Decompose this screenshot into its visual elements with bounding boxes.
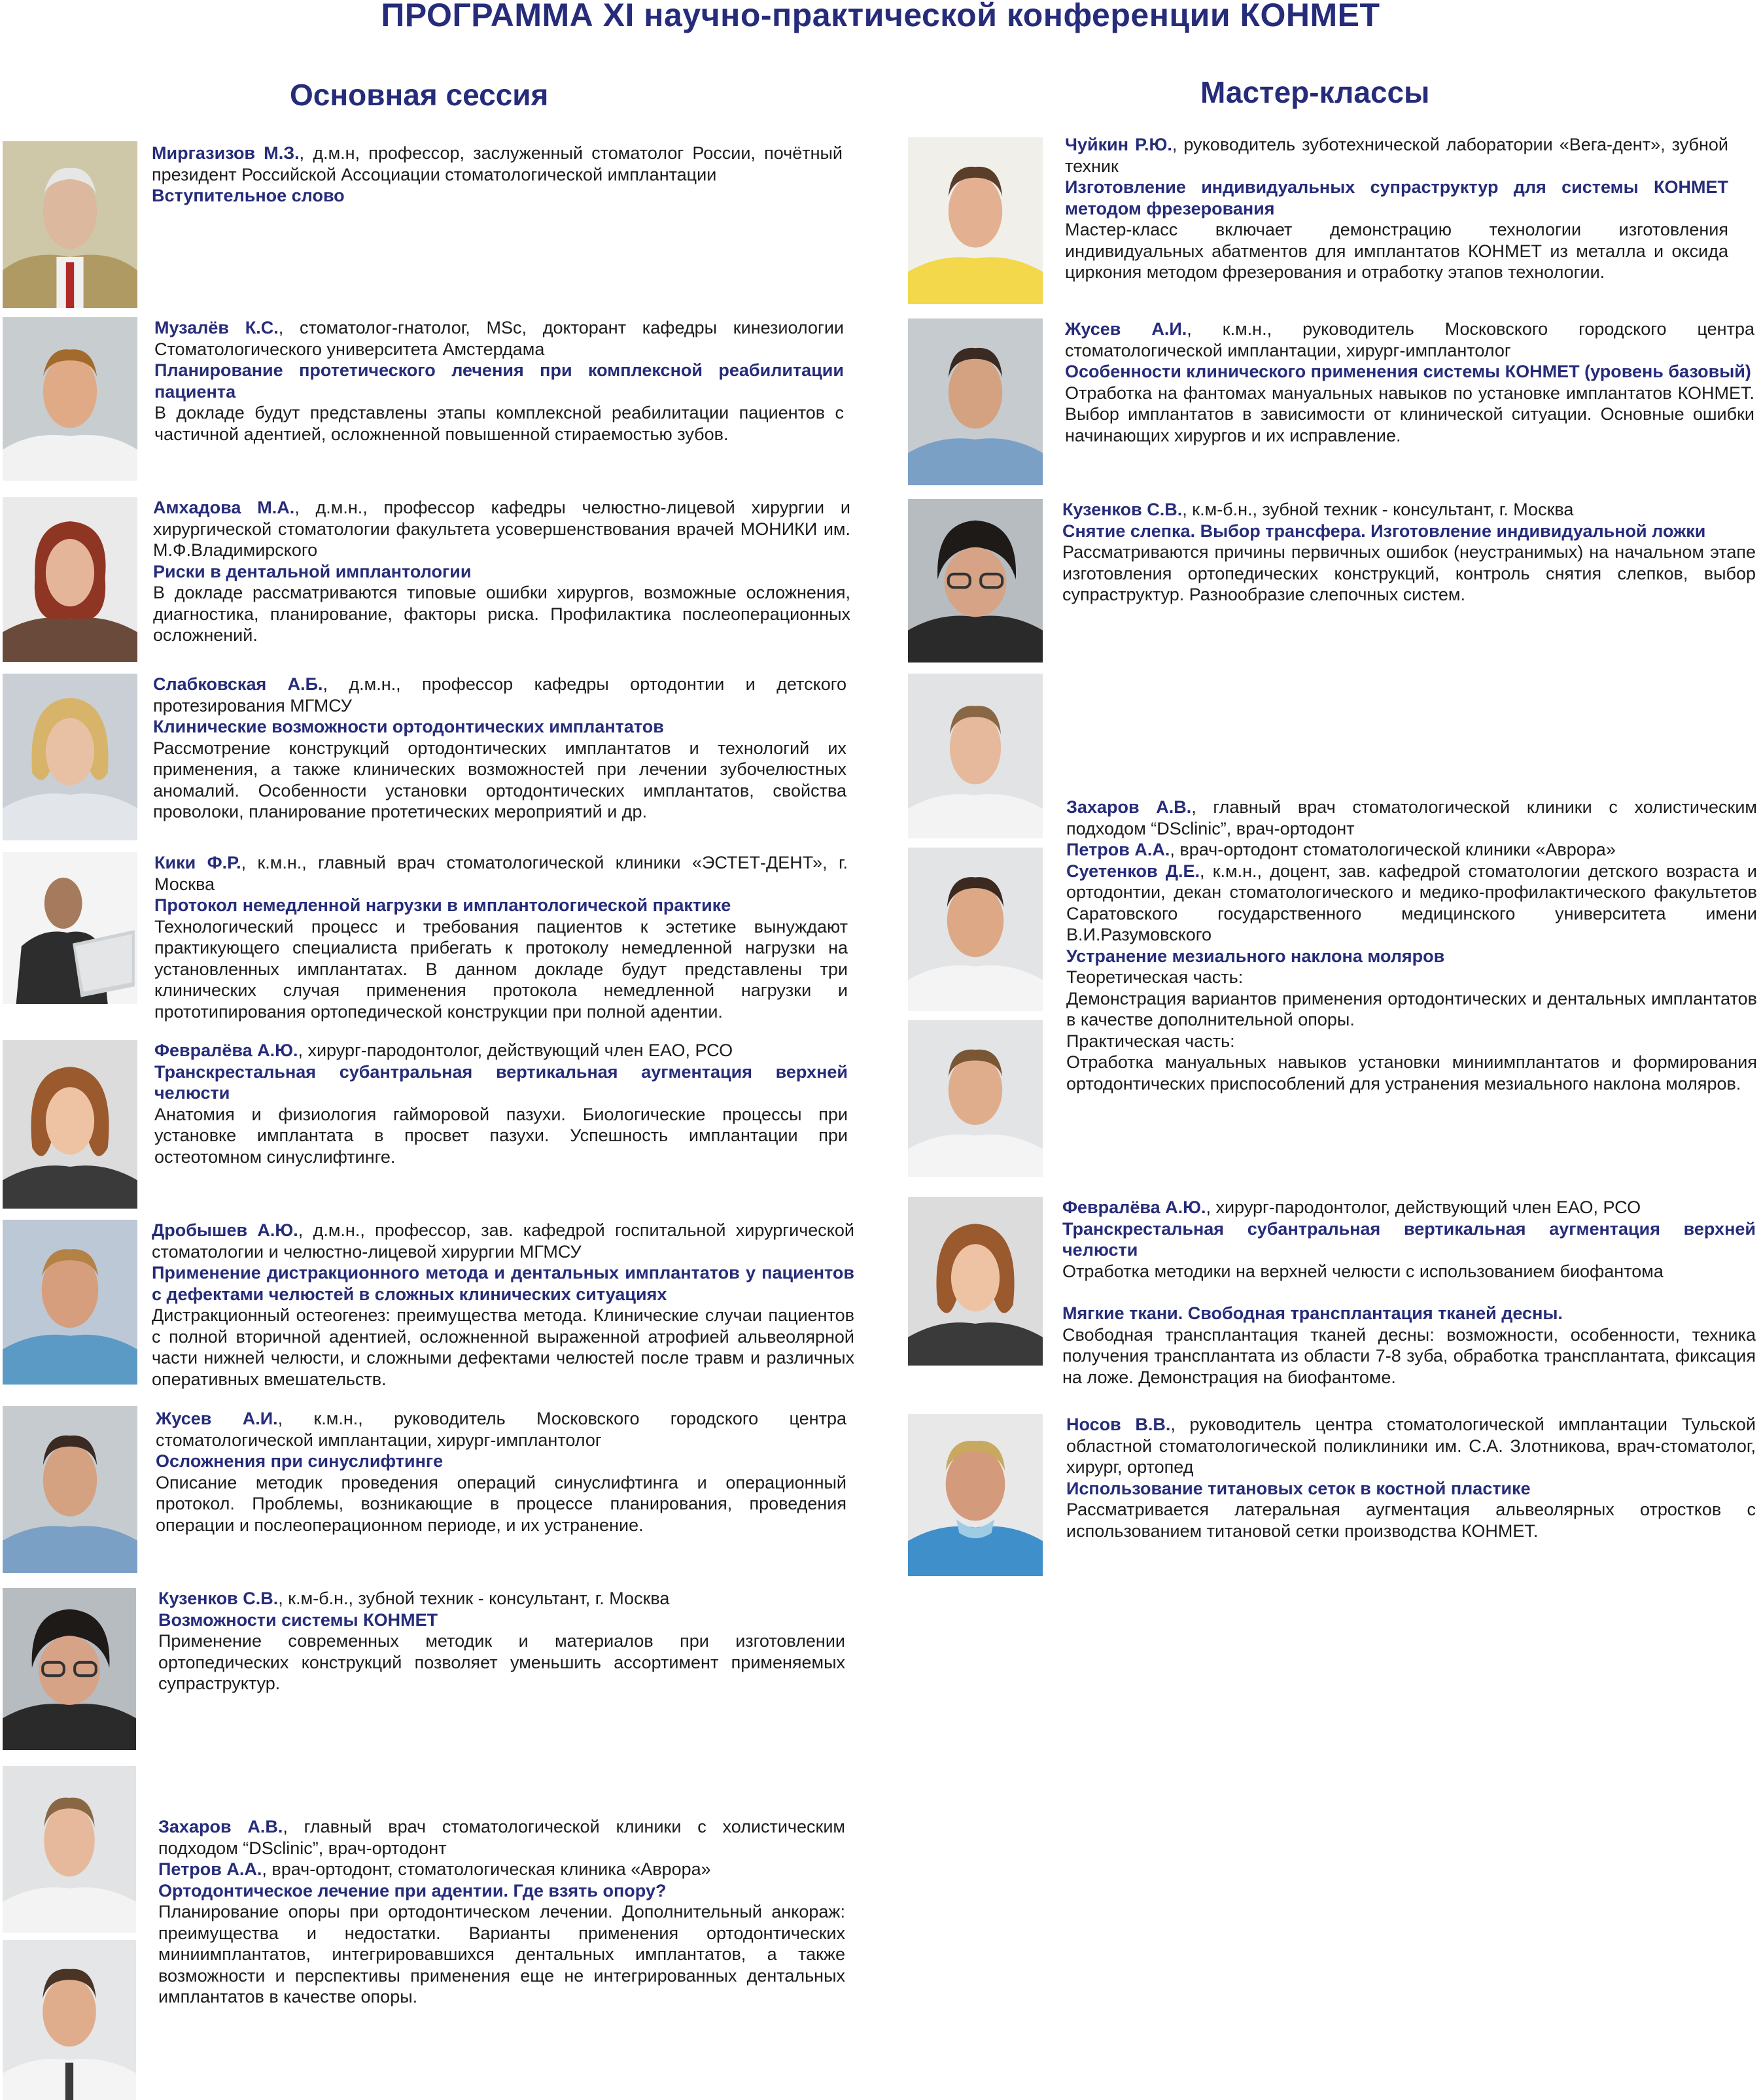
page-title: ПРОГРАММА XI научно-практической конференции КОНМЕТ bbox=[381, 0, 1380, 33]
speaker-info: , д.м.н., профессор, зав. кафедрой госпитальной хирургической стоматологии и челюстно-лицевой хирургии МГМСУ bbox=[152, 1220, 855, 1262]
speaker-block bbox=[153, 497, 850, 646]
theory-label: Теоретическая часть: bbox=[1066, 967, 1244, 987]
speaker-info: , к.м-б.н., зубной техник - консультант, г. Москва bbox=[1182, 500, 1574, 519]
practice-label: Практическая часть: bbox=[1066, 1031, 1235, 1051]
master-classes-heading: Мастер-классы bbox=[1200, 75, 1430, 109]
speaker-name: Февралёва А.Ю. bbox=[1062, 1197, 1206, 1217]
talk-description: Отработка методики на верхней челюсти с использованием биофантома bbox=[1062, 1261, 1664, 1281]
talk-description: Планирование опоры при ортодонтическом лечении. Дополнительный анкораж: преимущества и недостатки. Варианты применения ортодонтических миниимплантатов, интегрировавшихся дентальных имплантатов, а также возможности и перспективы применения еще не интегрированных дентальных имплантатов в качестве опоры. bbox=[158, 1902, 845, 2006]
speaker-block bbox=[154, 852, 848, 1022]
speaker-photo bbox=[908, 1020, 1043, 1177]
speaker-block bbox=[156, 1408, 846, 1536]
speaker-name: Петров А.А. bbox=[158, 1859, 262, 1879]
speaker-photo bbox=[3, 1406, 137, 1573]
talk-description: Отработка мануальных навыков установки миниимплантатов и формирования ортодонтических приспособлений для устранения мезиального наклона моляров. bbox=[1066, 1052, 1757, 1093]
talk-description: В докладе будут представлены этапы комплексной реабилитации пациентов с частичной адентией, осложненной повышенной стираемостью зубов. bbox=[154, 403, 844, 444]
speaker-block bbox=[1066, 797, 1757, 1094]
speaker-name: Кузенков С.В. bbox=[158, 1589, 279, 1608]
speaker-photo bbox=[3, 1040, 137, 1209]
talk-topic: Изготовление индивидуальных супраструктур для системы КОНМЕТ методом фрезерования bbox=[1065, 177, 1728, 218]
talk-description: Технологический процесс и требования пациентов к эстетике вынуждают практикующего специалиста прибегать к протоколу немедленной нагрузки на установленных имплантатах. В данном докладе будут представлены три клинических случая применения протокола немедленной нагрузки и прототипирования ортопедической конструкции при полной адентии. bbox=[154, 916, 848, 1022]
speaker-photo bbox=[3, 1940, 136, 2100]
speaker-info: , к.м-б.н., зубной техник - консультант, г. Москва bbox=[278, 1589, 670, 1608]
speaker-name: Захаров А.В. bbox=[1066, 797, 1192, 817]
speaker-photo bbox=[908, 1197, 1043, 1366]
speaker-info: , врач-ортодонт стоматологической клиники «Аврора» bbox=[1170, 840, 1616, 859]
speaker-name: Захаров А.В. bbox=[158, 1817, 283, 1836]
talk-topic: Особенности клинического применения системы КОНМЕТ (уровень базовый) bbox=[1065, 362, 1751, 381]
talk-description: В докладе рассматриваются типовые ошибки хирургов, возможные осложнения, диагностика, планирование, факторы риска. Профилактика послеоперационных осложнений. bbox=[153, 583, 850, 645]
speaker-name: Кики Ф.Р. bbox=[154, 853, 241, 872]
speaker-block bbox=[1062, 1197, 1756, 1388]
speaker-photo bbox=[3, 497, 137, 662]
speaker-info: , руководитель зуботехнической лаборатории «Вега-дент», зубной техник bbox=[1065, 135, 1728, 176]
speaker-photo bbox=[3, 674, 137, 840]
speaker-block bbox=[1066, 1414, 1756, 1541]
talk-topic: Осложнения при синуслифтинге bbox=[156, 1451, 444, 1471]
talk-topic: Ортодонтическое лечение при адентии. Где взять опору? bbox=[158, 1880, 667, 1901]
talk-topic: Клинические возможности ортодонтических имплантатов bbox=[153, 717, 664, 736]
speaker-name: Амхадова М.А. bbox=[153, 498, 295, 517]
speaker-photo bbox=[908, 674, 1043, 838]
speaker-photo bbox=[3, 317, 137, 481]
speaker-block bbox=[152, 143, 843, 207]
speaker-block bbox=[158, 1588, 845, 1695]
speaker-photo bbox=[908, 137, 1043, 304]
talk-topic: Возможности системы КОНМЕТ bbox=[158, 1609, 438, 1630]
talk-topic: Снятие слепка. Выбор трансфера. Изготовление индивидуальной ложки bbox=[1062, 521, 1706, 541]
talk-description: Дистракционный остеогенез: преимущества метода. Клинические случаи пациентов с полной вторичной адентией, осложненной выраженной атрофией альвеолярной части нижней челюсти, и сложными дефектами челюстей после травм и различных оперативных вмешательств. bbox=[152, 1305, 854, 1389]
talk-description: Мастер-класс включает демонстрацию технологии изготовления индивидуальных абатментов для имплантатов КОНМЕТ из металла и оксида циркония методом фрезерования и отработку этапов технологии. bbox=[1065, 220, 1728, 282]
talk-topic: Вступительное слово bbox=[152, 186, 345, 205]
speaker-name: Февралёва А.Ю. bbox=[154, 1041, 298, 1060]
speaker-info: , хирург-пародонтолог, действующий член ЕАО, РСО bbox=[1206, 1197, 1641, 1217]
talk-topic: Планирование протетического лечения при комплексной реабилитации пациента bbox=[154, 360, 844, 402]
speaker-photo bbox=[3, 141, 137, 308]
talk-description: Демонстрация вариантов применения ортодонтических и дентальных имплантатов в качестве дополнительной опоры. bbox=[1066, 988, 1757, 1029]
speaker-photo bbox=[3, 1588, 136, 1750]
speaker-info: , к.м.н., руководитель Московского городского центра стоматологической имплантации, хирург-имплантолог bbox=[1065, 319, 1754, 360]
speaker-block bbox=[153, 674, 846, 823]
speaker-block bbox=[1065, 134, 1728, 283]
speaker-name: Дробышев А.Ю. bbox=[152, 1220, 298, 1240]
talk-description: Применение современных методик и материалов при изготовлении ортопедических конструкций позволяет уменьшить ассортимент применяемых супраструктур. bbox=[158, 1631, 845, 1693]
talk-topic: Транскрестальная субантральная вертикальная аугментация верхней челюсти bbox=[154, 1061, 848, 1103]
speaker-block bbox=[154, 1040, 848, 1167]
speaker-block bbox=[152, 1220, 854, 1390]
speaker-photo bbox=[3, 1220, 137, 1385]
speaker-block bbox=[154, 317, 844, 445]
talk-description: Рассмотрение конструкций ортодонтических имплантатов и технологий их применения, а также клинических возможностей при лечении зубочелюстных аномалий. Особенности установки ортодонтических имплантатов, свойства проволоки, планирование протетических мероприятий и др. bbox=[153, 738, 846, 821]
talk-description: Анатомия и физиология гайморовой пазухи. Биологические процессы при установке имплантата в просвет пазухи. Успешность имплантации при остеотомном синуслифтинге. bbox=[154, 1104, 848, 1167]
talk-description: Рассматриваются причины первичных ошибок (неустранимых) на начальном этапе изготовления ортопедических конструкций, контроль снятия слепков, выбор супраструктур. Разнообразие слепочных систем. bbox=[1062, 542, 1756, 604]
speaker-info: , к.м.н., руководитель Московского городского центра стоматологической имплантации, хирург-имплантолог bbox=[156, 1409, 846, 1450]
speaker-info: , врач-ортодонт, стоматологическая клиника «Аврора» bbox=[262, 1859, 711, 1879]
speaker-name: Слабковская А.Б. bbox=[153, 674, 323, 694]
speaker-info: , д.м.н., профессор кафедры ортодонтии и детского протезирования МГМСУ bbox=[153, 674, 846, 715]
speaker-info: , руководитель центра стоматологической имплантации Тульской областной стоматологической поликлиники им. С.А. Злотникова, врач-стоматолог, хирург, ортопед bbox=[1066, 1415, 1756, 1477]
main-session-heading: Основная сессия bbox=[290, 78, 549, 112]
speaker-info: , главный врач стоматологической клиники с холистическим подходом “DSclinic”, врач-ортодонт bbox=[158, 1817, 845, 1858]
speaker-photo bbox=[3, 1766, 136, 1933]
talk-description: Рассматривается латеральная аугментация альвеолярных отростков с использованием титановой сетки производства КОНМЕТ. bbox=[1066, 1500, 1756, 1541]
speaker-photo bbox=[908, 318, 1043, 485]
talk-topic: Транскрестальная субантральная вертикальная аугментация верхней челюсти bbox=[1062, 1218, 1756, 1260]
speaker-info: , к.м.н., главный врач стоматологической клиники «ЭСТЕТ-ДЕНТ», г. Москва bbox=[154, 853, 848, 894]
speaker-info: , стоматолог-гнатолог, MSc, докторант кафедры кинезиологии Стоматологического университета Амстердама bbox=[154, 318, 845, 359]
speaker-name: Музалёв К.С. bbox=[154, 318, 279, 337]
speaker-name: Жусев А.И. bbox=[156, 1409, 278, 1428]
talk-description: Свободная трансплантация тканей десны: возможности, особенности, техника получения трансплантата из области 7-8 зуба, обработка трансплантата, фиксация на ложе. Демонстрация на биофантоме. bbox=[1062, 1324, 1756, 1387]
speaker-photo bbox=[3, 852, 137, 1004]
speaker-name: Носов В.В. bbox=[1066, 1415, 1171, 1434]
speaker-name: Суетенков Д.Е. bbox=[1066, 861, 1200, 881]
speaker-info: , главный врач стоматологической клиники с холистическим подходом “DSclinic”, врач-ортодонт bbox=[1066, 797, 1757, 838]
talk-topic: Протокол немедленной нагрузки в имплантологической практике bbox=[154, 895, 731, 915]
speaker-block bbox=[158, 1816, 845, 2008]
speaker-info: , к.м.н., доцент, зав. кафедрой стоматологии детского возраста и ортодонтии, декан стоматологического и медико-профилактического факультетов Саратовского государственного медицинского университета имени В.И.Разумовского bbox=[1066, 861, 1757, 944]
speaker-info: , хирург-пародонтолог, действующий член ЕАО, РСО bbox=[298, 1041, 733, 1060]
talk-topic: Применение дистракционного метода и дентальных имплантатов у пациентов с дефектами челюстей в сложных клинических ситуациях bbox=[152, 1263, 854, 1304]
speaker-name: Кузенков С.В. bbox=[1062, 500, 1183, 519]
speaker-name: Чуйкин Р.Ю. bbox=[1065, 135, 1172, 154]
talk-topic: Риски в дентальной имплантологии bbox=[153, 561, 472, 581]
talk-description: Отработка на фантомах мануальных навыков по установке имплантатов КОНМЕТ. Выбор имплантатов в зависимости от клинической ситуации. Основные ошибки начинающих хирургов и их исправление. bbox=[1065, 383, 1754, 445]
talk-description: Описание методик проведения операций синуслифтинга и операционный протокол. Проблемы, возникающие в процессе планирования, проведения операции и послеоперационном периоде, и их устранение. bbox=[156, 1472, 846, 1535]
speaker-photo bbox=[908, 848, 1043, 1011]
speaker-info: , д.м.н, профессор, заслуженный стоматолог России, почётный президент Российской Ассоциации стоматологической имплантации bbox=[152, 143, 843, 184]
speaker-block bbox=[1062, 499, 1756, 606]
talk-topic: Мягкие ткани. Свободная трансплантация тканей десны. bbox=[1062, 1303, 1563, 1323]
speaker-photo bbox=[908, 499, 1043, 663]
speaker-name: Миргазизов М.З. bbox=[152, 143, 300, 163]
speaker-name: Петров А.А. bbox=[1066, 840, 1170, 859]
speaker-info: , д.м.н., профессор кафедры челюстно-лицевой хирургии и хирургической стоматологии факультета усовершенствования врачей МОНИКИ им. М.Ф.Владимирского bbox=[153, 498, 850, 560]
talk-topic: Использование титановых сеток в костной пластике bbox=[1066, 1478, 1531, 1498]
talk-topic: Устранение мезиального наклона моляров bbox=[1066, 946, 1445, 966]
speaker-photo bbox=[908, 1414, 1043, 1576]
speaker-block bbox=[1065, 318, 1754, 446]
speaker-name: Жусев А.И. bbox=[1065, 319, 1187, 339]
